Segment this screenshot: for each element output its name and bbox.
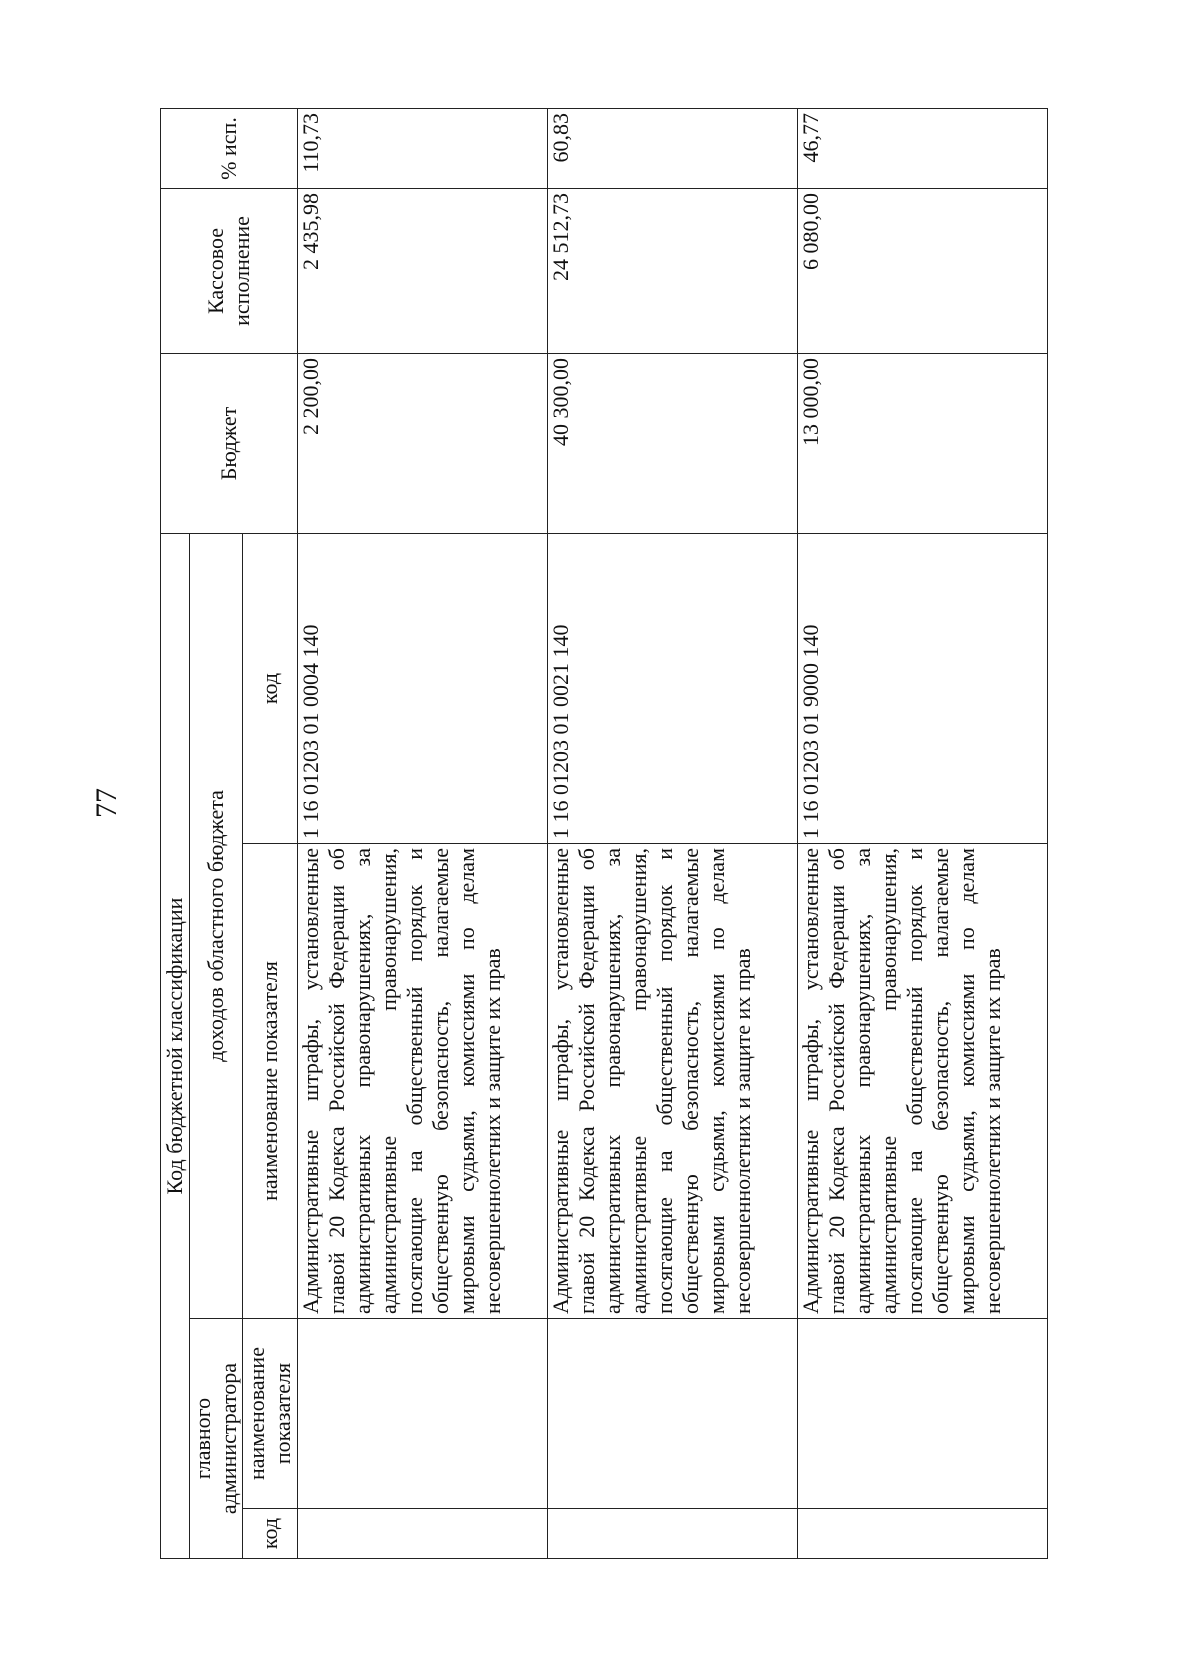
header-cash-execution: Кассовое исполнение — [161, 188, 298, 353]
table-row — [798, 108, 1048, 1558]
header-budget-classification: Код бюджетной классификации — [161, 533, 190, 1558]
percent-cell: 60,83 — [548, 108, 798, 188]
cash-execution-cell: 6 080,00 — [798, 188, 1048, 353]
revenue-code-cell: 1 16 01203 01 9000 140 — [798, 533, 1048, 843]
indicator-name-cell: Административные штрафы, установленные главой 20 Кодекса Российской Федерации об административных правонарушениях, за административные правонарушения, посягающие на общественный порядок и общественную безопасность, налагаемые мировыми судьями, комиссиями по делам несовершеннолетних и защите их прав — [548, 844, 798, 1319]
indicator-name-cell: Административные штрафы, установленные главой 20 Кодекса Российской Федерации об административных правонарушениях, за административные правонарушения, посягающие на общественный порядок и общественную безопасность, налагаемые мировыми судьями, комиссиями по делам несовершеннолетних и защите их прав — [798, 844, 1048, 1319]
header-main-administrator: главного администратора — [190, 1319, 243, 1559]
header-budget: Бюджет — [161, 353, 298, 533]
budget-cell: 2 200,00 — [298, 353, 548, 533]
table-row — [548, 108, 798, 1558]
cash-execution-cell: 2 435,98 — [298, 188, 548, 353]
header-admin-code: код — [243, 1509, 298, 1559]
admin-code-cell — [298, 1509, 548, 1559]
admin-name-cell — [298, 1319, 548, 1509]
revenue-code-cell: 1 16 01203 01 0004 140 — [298, 533, 548, 843]
admin-name-cell — [548, 1319, 798, 1509]
page-number: 77 — [90, 788, 123, 818]
indicator-name-cell: Административные штрафы, установленные главой 20 Кодекса Российской Федерации об административных правонарушениях, за административные правонарушения, посягающие на общественный порядок и общественную безопасность, налагаемые мировыми судьями, комиссиями по делам несовершеннолетних и защите их прав — [298, 844, 548, 1319]
rotated-table-container — [160, 109, 1020, 1559]
budget-table — [160, 108, 1048, 1559]
admin-code-cell — [798, 1509, 1048, 1559]
header-percent: % исп. — [161, 108, 298, 188]
table-row — [298, 108, 548, 1558]
header-admin-name: наименование показателя — [243, 1319, 298, 1509]
percent-cell: 46,77 — [798, 108, 1048, 188]
header-indicator-name: наименование показателя — [243, 844, 298, 1319]
budget-cell: 40 300,00 — [548, 353, 798, 533]
budget-cell: 13 000,00 — [798, 353, 1048, 533]
header-revenue-code: код — [243, 533, 298, 843]
admin-name-cell — [798, 1319, 1048, 1509]
revenue-code-cell: 1 16 01203 01 0021 140 — [548, 533, 798, 843]
admin-code-cell — [548, 1509, 798, 1559]
cash-execution-cell: 24 512,73 — [548, 188, 798, 353]
header-regional-revenue: доходов областного бюджета — [190, 533, 243, 1318]
percent-cell: 110,73 — [298, 108, 548, 188]
